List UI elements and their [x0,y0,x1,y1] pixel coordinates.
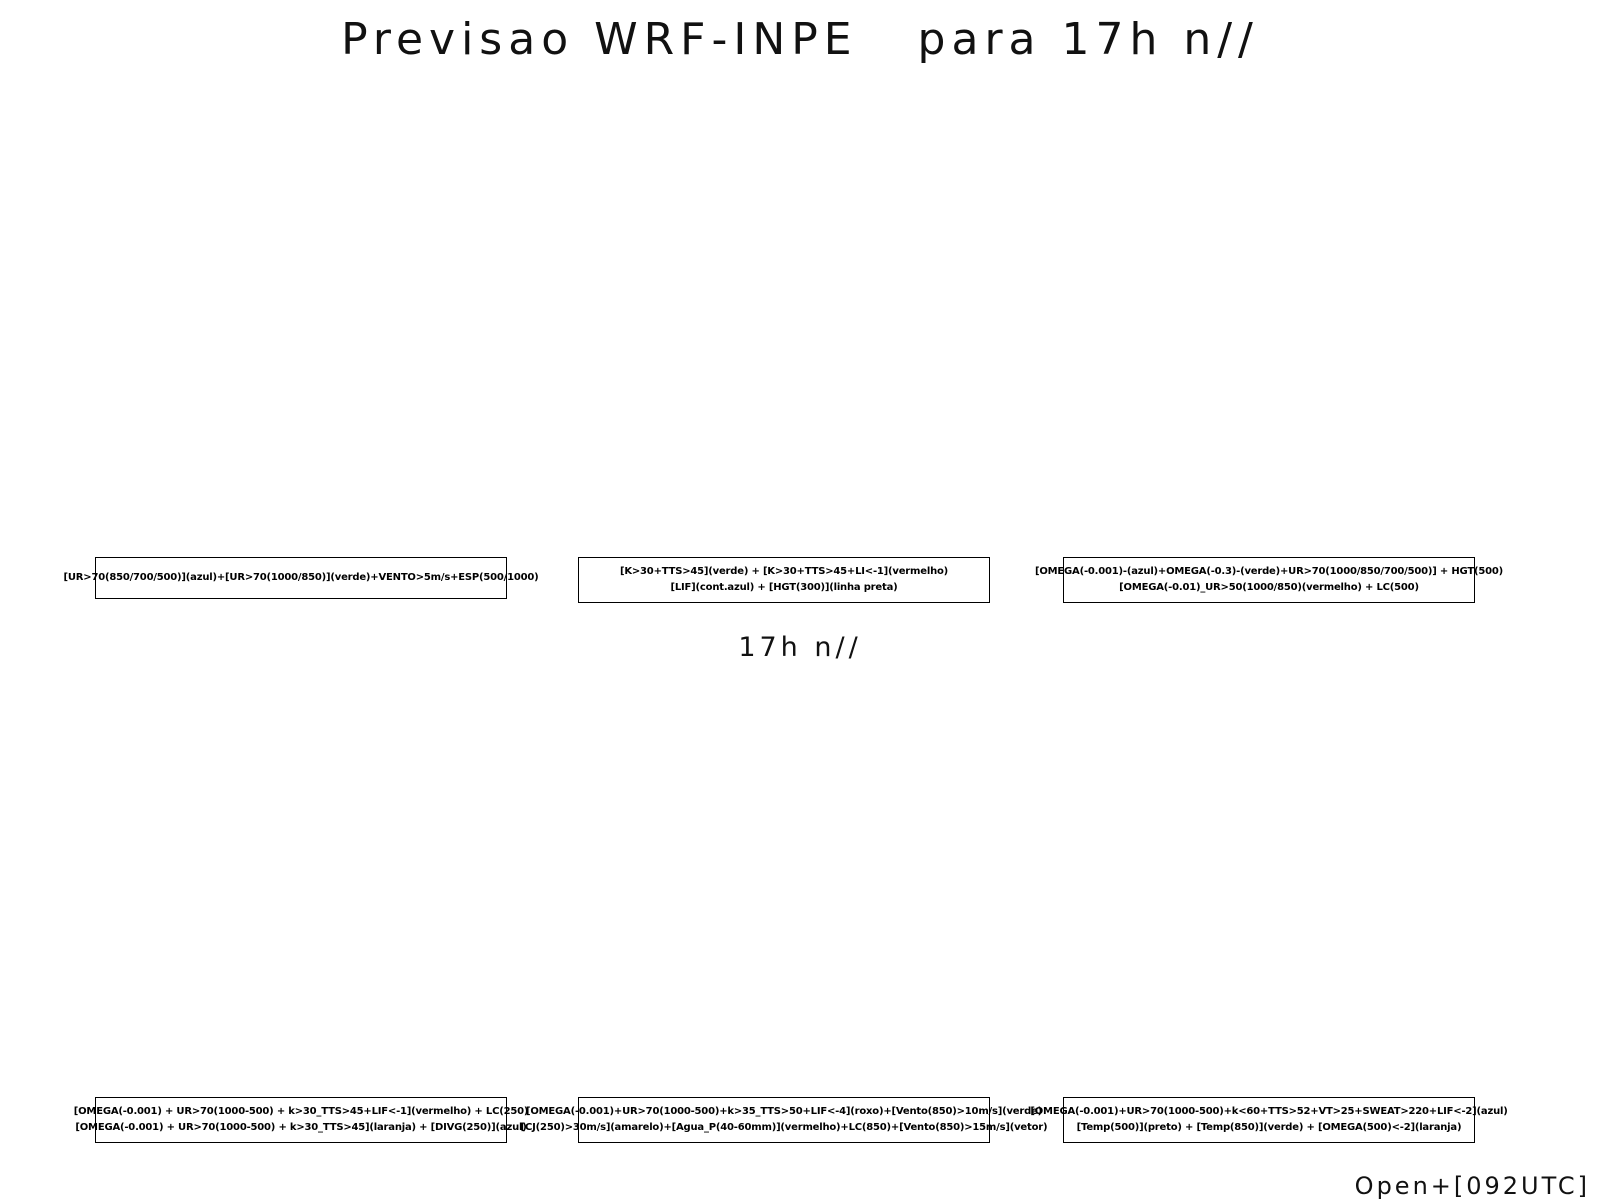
page-title: Previsao WRF-INPE para 17h n// [341,14,1259,65]
legend-box-bottom-left [73,1097,529,1143]
map-panel-top-right [1063,110,1475,550]
map-panel-top-mid [578,110,990,550]
legend-line: [OMEGA(-0.001)+UR>70(1000-500)+k<60+TTS>52+VT>25+SWEAT>220+LIF<-2](azul) [1030,1106,1508,1117]
legend-line: [K>30+TTS>45](verde) + [K>30+TTS>45+LI<-1](vermelho) [619,566,949,577]
legend-box-bottom-right [1030,1097,1508,1143]
legend-line: [OMEGA(-0.01)_UR>50(1000/850)(vermelho) + LC(500) [1119,582,1419,593]
legend-box-bottom-mid [520,1097,1048,1143]
legend-box-top-right [1035,557,1504,603]
legend-line: [OMEGA(-0.001)-(azul)+OMEGA(-0.3)-(verde)+UR>70(1000/850/700/500)] + HGT(500) [1035,566,1504,577]
legend-box-top-mid [578,557,990,603]
legend-line: [LIF](cont.azul) + [HGT(300)](linha preta) [670,582,898,593]
map-panel-bottom-left [95,680,507,1090]
footer-label: Open+[092UTC] [1354,1172,1590,1200]
legend-line: [Temp(500)](preto) + [Temp(850)](verde) + [OMEGA(500)<-2](laranja) [1076,1122,1462,1133]
legend-line: [UR>70(850/700/500)](azul)+[UR>70(1000/850)](verde)+VENTO>5m/s+ESP(500/1000) [63,572,539,583]
legend-line: [CJ(250)>30m/s](amarelo)+[Agua_P(40-60mm)](vermelho)+LC(850)+[Vento(850)>15m/s](vetor) [520,1122,1048,1133]
map-panel-bottom-right [1063,680,1475,1090]
legend-line: [OMEGA(-0.001) + UR>70(1000-500) + k>30_TTS>45+LIF<-1](vermelho) + LC(250) [73,1106,529,1117]
mid-caption: 17h n// [738,632,862,663]
legend-line: [OMEGA(-0.001)+UR>70(1000-500)+k>35_TTS>50+LIF<-4](roxo)+[Vento(850)>10m/s](verde) [525,1106,1043,1117]
map-panel-bottom-mid [578,680,990,1090]
legend-line: [OMEGA(-0.001) + UR>70(1000-500) + k>30_TTS>45](laranja) + [DIVG(250)](azul) [75,1122,527,1133]
legend-box-top-left [63,557,539,599]
map-panel-top-left [95,110,507,550]
